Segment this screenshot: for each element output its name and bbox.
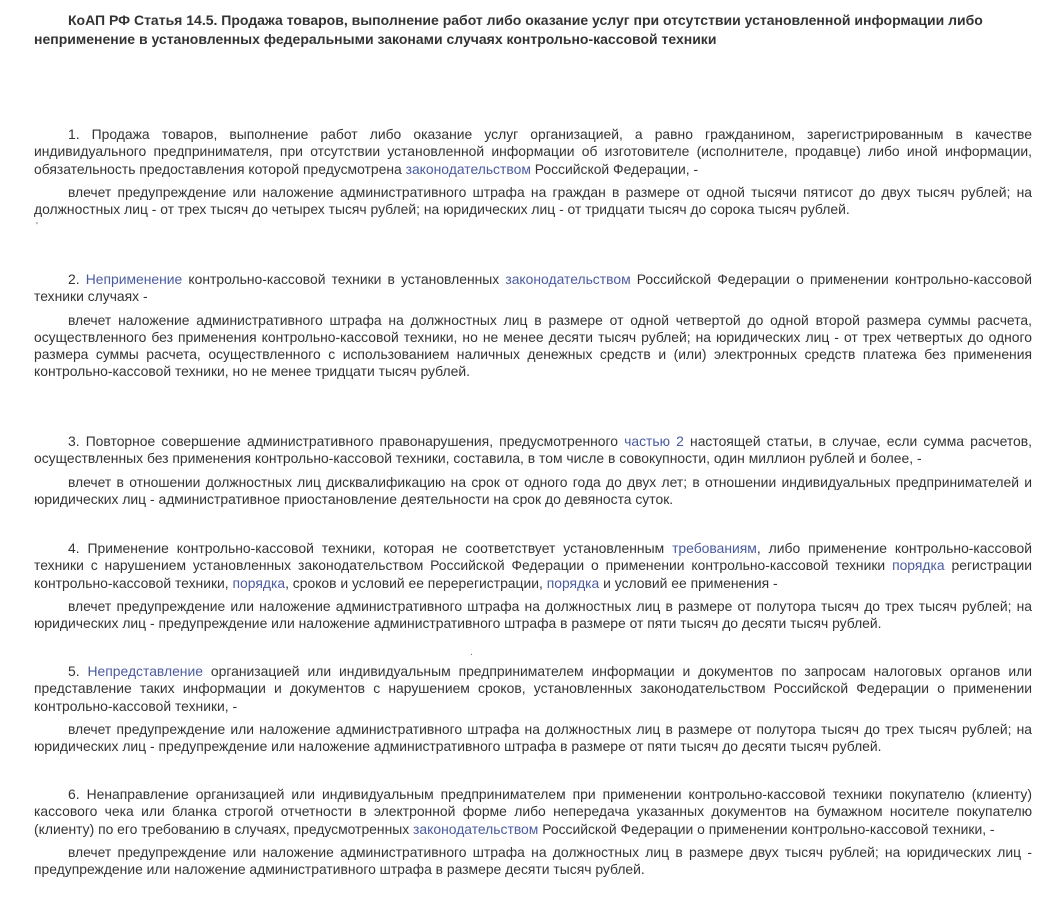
link-part-2[interactable]: частью 2 xyxy=(624,433,684,449)
part-2-penalty: влечет наложение административного штрафа на должностных лиц в размере от одной четвертой до одной второй размера суммы расчета, осуществленного без применения контрольно-кассовой техники, но не менее десяти тысяч рублей; на юридических лиц - от трех четвертых до одного размера суммы расчета, осуществленного с использованием наличных денежных средств и (или) электронных средств платежа без применения контрольно-кассовой техники, но не менее тридцати тысяч рублей. xyxy=(34,311,1032,380)
part-6-penalty: влечет предупреждение или наложение административного штрафа на должностных лиц в размере двух тысяч рублей; на юридических лиц - предупреждение или наложение административного штрафа в размере десяти тысяч рублей. xyxy=(34,843,1032,878)
article-part-5 xyxy=(34,663,1032,755)
part-2-text: 2. Неприменение контрольно-кассовой техники в установленных законодательством Российской Федерации о применении контрольно-кассовой техники случаях - xyxy=(34,271,1032,305)
link-requirements[interactable]: требованиям xyxy=(672,540,757,556)
article-part-4 xyxy=(34,540,1032,632)
stray-mark: . xyxy=(470,647,473,658)
article-title: КоАП РФ Статья 14.5. Продажа товаров, выполнение работ либо оказание услуг при отсутствии установленной информации либо неприменение в установленных федеральными законами случаях контрольно-кассовой техники xyxy=(34,12,983,47)
part-5-text: 5. Непредставление организацией или индивидуальным предпринимателем информации и документов по запросам налоговых органов или представление таких информации и документов с нарушением сроков, установленных законодательством Российской Федерации о применении контрольно-кассовой техники, - xyxy=(34,663,1032,714)
part-3-penalty: влечет в отношении должностных лиц дисквалификацию на срок от одного года до двух лет; в отношении индивидуальных предпринимателей и юридических лиц - административное приостановление деятельности на срок до девяноста суток. xyxy=(34,473,1032,507)
part-1-penalty: влечет предупреждение или наложение административного штрафа на граждан в размере от одной тысячи пятисот до двух тысяч рублей; на должностных лиц - от трех тысяч до четырех тысяч рублей; на юридических лиц - от тридцати тысяч до сорока тысяч рублей. xyxy=(34,183,1032,218)
link-procedure-application[interactable]: порядка xyxy=(546,574,600,591)
link-non-application[interactable]: Неприменение xyxy=(85,271,183,287)
part-4-text: 4. Применение контрольно-кассовой техники, которая не соответствует установленным требованиям, либо применение контрольно-кассовой техники с нарушением установленных законодательством Российской Федерации о применении контрольно-кассовой техники порядка регистрации контрольно-кассовой техники, порядка, сроков и условий ее перерегистрации, порядка и условий ее применения - xyxy=(34,540,1033,591)
link-procedure-registration[interactable]: порядка xyxy=(892,557,945,574)
link-procedure-reregistration[interactable]: порядка xyxy=(232,574,286,591)
stray-mark: ' xyxy=(36,221,38,232)
article-part-1 xyxy=(34,126,1032,218)
part-5-penalty: влечет предупреждение или наложение административного штрафа на должностных лиц в размере от полутора тысяч до трех тысяч рублей; на юридических лиц - предупреждение или наложение административного штрафа в размере от пяти тысяч до десяти тысяч рублей. xyxy=(34,720,1032,755)
part-3-text: 3. Повторное совершение административного правонарушения, предусмотренного частью 2 настоящей статьи, в случае, если сумма расчетов, осуществленных без применения контрольно-кассовой техники, составила, в том числе в совокупности, один миллион рублей и более, - xyxy=(34,433,1033,467)
part-1-text: 1. Продажа товаров, выполнение работ либо оказание услуг организацией, а равно гражданином, зарегистрированным в качестве индивидуального предпринимателя, при отсутствии установленной информации об изготовителе (исполнителе, продавце) либо иной информации, обязательность предоставления которой предусмотрена законодательством Российской Федерации, - xyxy=(34,126,1032,177)
link-non-submission[interactable]: Непредставление xyxy=(87,663,203,679)
article-part-3 xyxy=(34,433,1032,508)
link-legislation[interactable]: законодательством xyxy=(413,820,539,837)
article-part-2 xyxy=(34,271,1032,381)
article-part-6 xyxy=(34,786,1032,878)
link-legislation[interactable]: законодательством xyxy=(505,271,631,287)
link-legislation[interactable]: законодательством xyxy=(405,160,531,177)
part-4-penalty: влечет предупреждение или наложение административного штрафа на должностных лиц в размере от полутора тысяч до трех тысяч рублей; на юридических лиц - предупреждение или наложение административного штрафа в размере от пяти тысяч до десяти тысяч рублей. xyxy=(34,597,1032,632)
part-6-text: 6. Ненаправление организацией или индивидуальным предпринимателем при применении контрольно-кассовой техники покупателю (клиенту) кассового чека или бланка строгой отчетности в электронной форме либо непередача указанных документов на бумажном носителе покупателю (клиенту) по его требованию в случаях, предусмотренных законодательством Российской Федерации о применении контрольно-кассовой техники, - xyxy=(34,786,1032,837)
